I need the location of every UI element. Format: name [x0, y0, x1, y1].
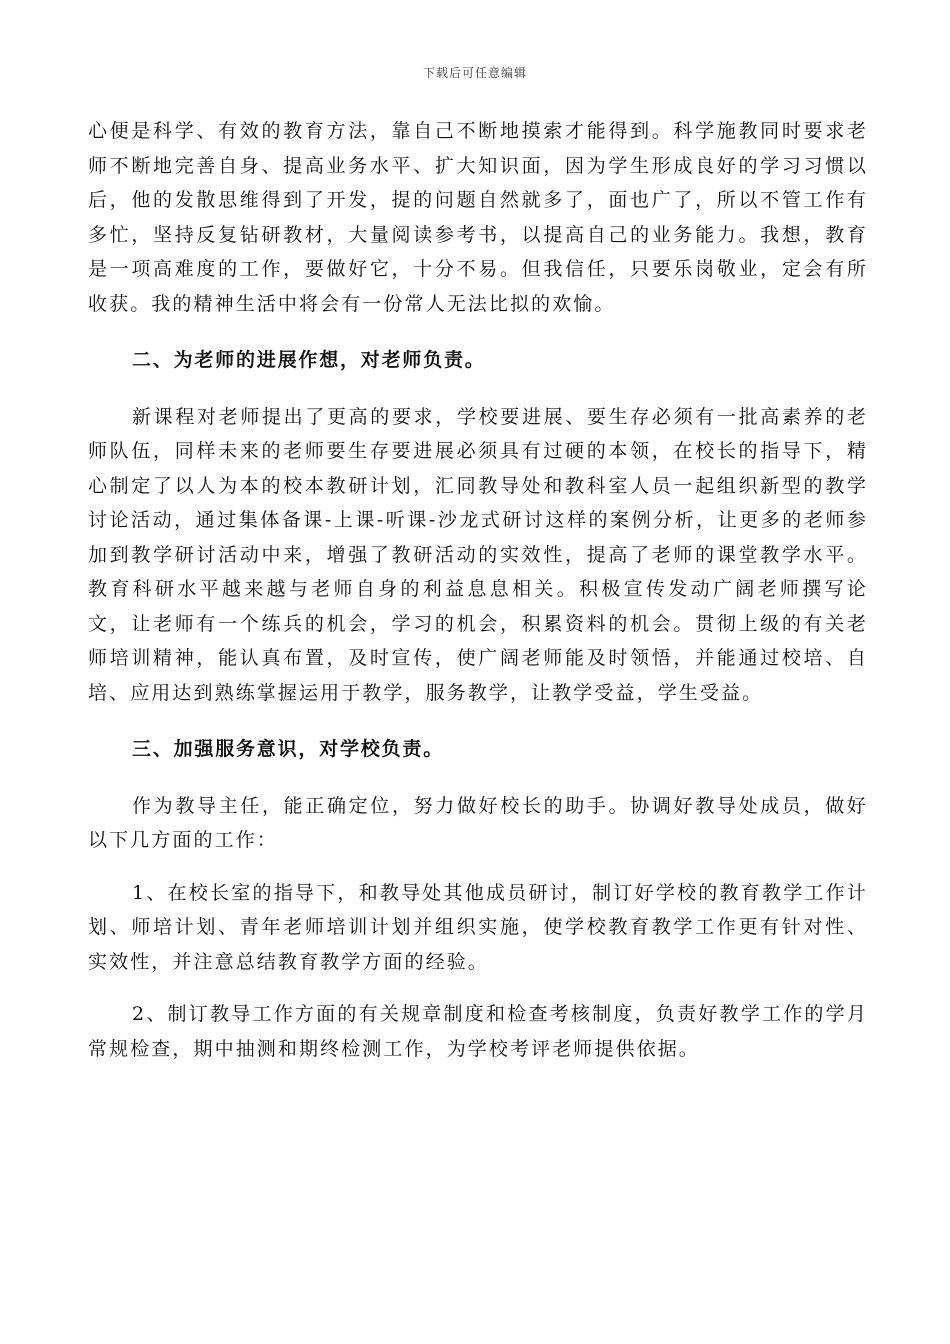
- document-body: [88, 114, 868, 1066]
- list-item-2: 2、制订教导工作方面的有关规章制度和检查考核制度，负责好教学工作的学月常规检查，期中抽测和期终检测工作，为学校考评老师提供依据。: [88, 1003, 868, 1060]
- section-heading-3: 三、加强服务意识，对学校负责。: [132, 738, 445, 760]
- section-heading-2: 二、为老师的进展作想，对老师负责。: [132, 349, 486, 371]
- paragraph-teacher-development: 新课程对老师提出了更高的要求，学校要进展、要生存必须有一批高素养的老师队伍，同样未来的老师要生存要进展必须具有过硬的本领，在校长的指导下，精心制定了以人为本的校本教研计划，汇同教导处和教科室人员一起组织新型的教学讨论活动，通过集体备课-上课-听课-沙龙式研讨这样的案例分析，让更多的老师参加到教学研讨活动中来，增强了教研活动的实效性，提高了老师的课堂教学水平。教育科研水平越来越与老师自身的利益息息相关。积极宣传发动广阔老师撰写论文，让老师有一个练兵的机会，学习的机会，积累资料的机会。贯彻上级的有关老师培训精神，能认真布置，及时宣传，使广阔老师能及时领悟，并能通过校培、自培、应用达到熟练掌握运用于教学，服务教学，让教学受益，学生受益。: [88, 405, 868, 704]
- paragraph-service-intro: 作为教导主任，能正确定位，努力做好校长的助手。协调好教导处成员，做好以下几方面的工作：: [88, 794, 868, 851]
- list-item-1: 1、在校长室的指导下，和教导处其他成员研讨，制订好学校的教育教学工作计划、师培计划、青年老师培训计划并组织实施，使学校教育教学工作更有针对性、实效性，并注意总结教育教学方面的经验。: [88, 881, 868, 973]
- page-header: 下载后可任意编辑: [422, 66, 527, 80]
- paragraph-continued: 心便是科学、有效的教育方法，靠自己不断地摸索才能得到。科学施教同时要求老师不断地完善自身、提高业务水平、扩大知识面，因为学生形成良好的学习习惯以后，他的发散思维得到了开发，提的问题自然就多了，面也广了，所以不管工作有多忙，坚持反复钻研教材，大量阅读参考书，以提高自己的业务能力。我想，教育是一项高难度的工作，要做好它，十分不易。但我信任，只要乐岗敬业，定会有所收获。我的精神生活中将会有一份常人无法比拟的欢愉。: [88, 120, 868, 315]
